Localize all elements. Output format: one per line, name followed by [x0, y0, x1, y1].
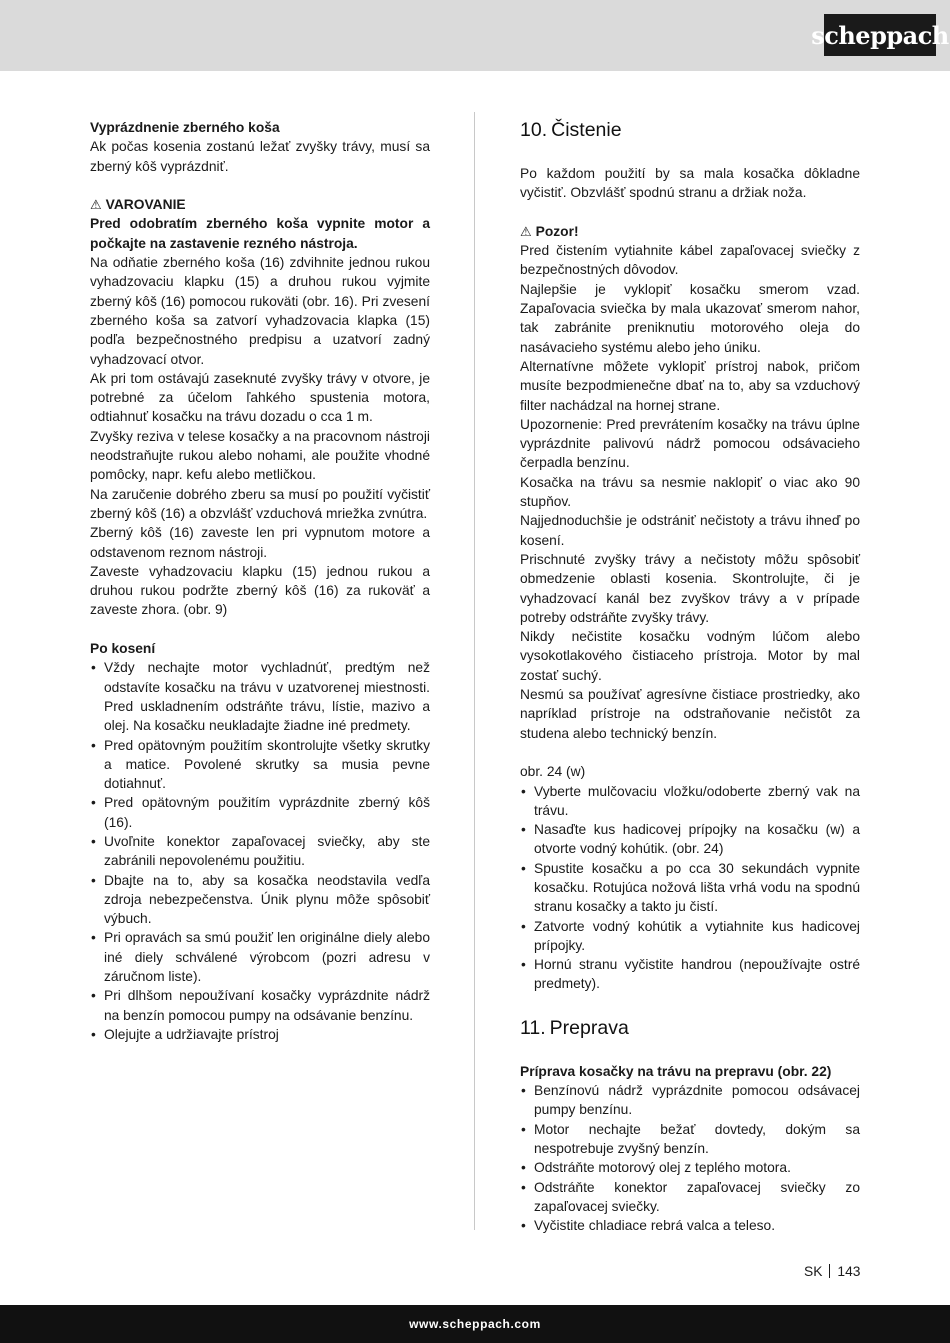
right-column — [520, 118, 860, 1235]
list-item: • Hornú stranu vyčistite handrou (nepoužívajte ostré predmety). — [520, 955, 860, 994]
list-item: • Dbajte na to, aby sa kosačka neodstavila vedľa zdroja nebezpečenstva. Únik plynu môže spôsobiť výbuch. — [90, 871, 430, 929]
list-item: • Uvoľnite konektor zapaľovacej sviečky, aby ste zabránili nepovolenému použitiu. — [90, 832, 430, 871]
header-bar — [0, 0, 950, 71]
paragraph: Zaveste vyhadzovaciu klapku (15) jednou rukou a druhou rukou podržte zberný kôš (16) za rukoväť a zaveste zhora. (obr. 9) — [90, 563, 430, 618]
figure-reference: obr. 24 (w) — [520, 764, 586, 780]
list-item: • Vždy nechajte motor vychladnúť, predtým než odstavíte kosačku na trávu v uzatvorenej miestnosti. Pred uskladnením odstráňte trávu, lístie, mazivo a olej. Na kosačku neukladajte žiadne iné predmety. — [90, 658, 430, 735]
list-item: • Olejujte a udržiavajte prístroj — [90, 1025, 430, 1044]
paragraph: Alternatívne môžete vyklopiť prístroj nabok, pričom musíte bezpodmienečne dbať na to, aby sa vzduchový filter nachádzal na hornej strane. — [520, 358, 860, 413]
language-code: SK — [804, 1264, 823, 1279]
bullet-list-cleaning — [520, 782, 860, 994]
column-divider — [474, 112, 475, 1230]
subsection-heading-transport-prep: Príprava kosačky na trávu na prepravu (obr. 22) — [520, 1063, 832, 1079]
list-item: • Motor nechajte bežať dovtedy, dokým sa nespotrebuje zvyšný benzín. — [520, 1120, 860, 1159]
list-item: • Vyberte mulčovaciu vložku/odoberte zberný vak na trávu. — [520, 782, 860, 821]
paragraph: Ak pri tom ostávajú zaseknuté zvyšky trávy v otvore, je potrebné za účelom ľahkého spustenia motora, odtiahnuť kosačku na trávu dozadu o cca 1 m. — [90, 370, 430, 425]
bullet-list-after-mowing — [90, 658, 430, 1044]
paragraph: Na zaručenie dobrého zberu sa musí po použití vyčistiť zberný kôš (16) a obzvlášť vzduchová mriežka zvnútra. — [90, 486, 430, 521]
list-item: • Nasaďte kus hadicovej prípojky na kosačku (w) a otvorte vodný kohútik. (obr. 24) — [520, 820, 860, 859]
paragraph: Nesmú sa používať agresívne čistiace prostriedky, ako napríklad prístroje na odstraňovanie nečistôt za studena alebo technický benzín. — [520, 687, 860, 741]
footer-url[interactable]: www.scheppach.com — [409, 1317, 541, 1331]
paragraph: Nikdy nečistite kosačku vodným lúčom alebo vysokotlakového čistiaceho prístroja. Motor by mal zostať suchý. — [520, 629, 860, 683]
paragraph: Zberný kôš (16) zaveste len pri vypnutom motore a odstavenom reznom nástroji. — [90, 525, 430, 560]
paragraph: Pred čistením vytiahnite kábel zapaľovacej sviečky z bezpečnostných dôvodov. — [520, 243, 860, 278]
page-number-value: 143 — [837, 1264, 861, 1279]
paragraph: Upozornenie: Pred prevrátením kosačky na trávu úplne vyprázdnite palivovú nádrž pomocou odsávacieho čerpadla benzínu. — [520, 416, 860, 471]
section-title-transport: 11. Preprava — [520, 1016, 629, 1039]
list-item: • Odstráňte konektor zapaľovacej sviečky zo zapaľovacej sviečky. — [520, 1178, 860, 1217]
bullet-list-transport — [520, 1081, 860, 1235]
section-title-cleaning: 10. Čistenie — [520, 119, 622, 141]
paragraph: Po každom použití by sa mala kosačka dôkladne vyčistiť. Obzvlášť spodnú stranu a držiak noža. — [520, 166, 860, 201]
paragraph: Najjednoduchšie je odstrániť nečistoty a trávu ihneď po kosení. — [520, 513, 860, 548]
list-item: • Odstráňte motorový olej z teplého motora. — [520, 1158, 860, 1177]
warning-heading: ⚠ VAROVANIE — [90, 197, 186, 213]
list-item: • Pred opätovným použitím vyprázdnite zberný kôš (16). — [90, 793, 430, 832]
list-item: • Spustite kosačku a po cca 30 sekundách vypnite kosačku. Rotujúca nožová lišta vrhá vodu na spodnú stranu kosačky a takto ju čistí. — [520, 859, 860, 917]
list-item: • Benzínovú nádrž vyprázdnite pomocou odsávacej pumpy benzínu. — [520, 1081, 860, 1120]
paragraph: Na odňatie zberného koša (16) zdvihnite jednou rukou vyhadzovaciu klapku (15) a druhou rukou vyjmite zberný kôš (16) pomocou rukoväti (obr. 16). Pri zvesení zberného koša sa zatvorí vyhadzovacia klapka (15) podľa bezpečnostného predpisu a uzatvorí zadný vyhadzovací otvor. — [90, 255, 430, 367]
paragraph: Zvyšky reziva v telese kosačky a na pracovnom nástroji neodstraňujte rukou alebo nohami, ale použite vhodné pomôcky, napr. kefu alebo metličkou. — [90, 428, 430, 483]
left-column — [90, 118, 430, 1044]
paragraph: Najlepšie je vyklopiť kosačku smerom vzad. Zapaľovacia sviečka by mala ukazovať smerom nahor, tak zabránite preniknutiu motorového oleja do nasávacieho systému alebo jeho úniku. — [520, 281, 860, 355]
list-item: • Vyčistite chladiace rebrá valca a teleso. — [520, 1216, 860, 1235]
list-item: • Pri dlhšom nepoužívaní kosačky vyprázdnite nádrž na benzín pomocou pumpy na odsávanie benzínu. — [90, 986, 430, 1025]
section-heading-after-mowing: Po kosení — [90, 641, 156, 657]
caution-heading: ⚠ Pozor! — [520, 223, 579, 239]
page-separator — [829, 1264, 830, 1278]
warning-triangle-icon: ⚠ — [520, 223, 532, 239]
section-heading-empty-bag: Vyprázdnenie zberného koša — [90, 120, 280, 135]
paragraph: Prischnuté zvyšky trávy a nečistoty môžu spôsobiť obmedzenie oblasti kosenia. Skontrolujte, či je vyhadzovací kanál bez zvyškov trávy a v prípade potreby odstráňte zvyšky trávy. — [520, 551, 860, 625]
scheppach-logo: scheppach — [824, 14, 936, 56]
page-number — [804, 1264, 860, 1279]
list-item: • Pred opätovným použitím skontrolujte všetky skrutky a matice. Povolené skrutky sa musia pevne dotiahnuť. — [90, 736, 430, 794]
footer-bar — [0, 1305, 950, 1343]
warning-triangle-icon: ⚠ — [90, 197, 102, 213]
list-item: • Pri opravách sa smú použiť len originálne diely alebo iné diely schválené výrobcom (pozri adresu v záručnom liste). — [90, 928, 430, 986]
paragraph: Kosačka na trávu sa nesmie naklopiť o viac ako 90 stupňov. — [520, 474, 860, 510]
paragraph: Ak počas kosenia zostanú ležať zvyšky trávy, musí sa zberný kôš vyprázdniť. — [90, 139, 430, 174]
list-item: • Zatvorte vodný kohútik a vytiahnite kus hadicovej prípojky. — [520, 917, 860, 956]
warning-text: Pred odobratím zberného koša vypnite motor a počkajte na zastavenie rezného nástroja. — [90, 216, 430, 251]
